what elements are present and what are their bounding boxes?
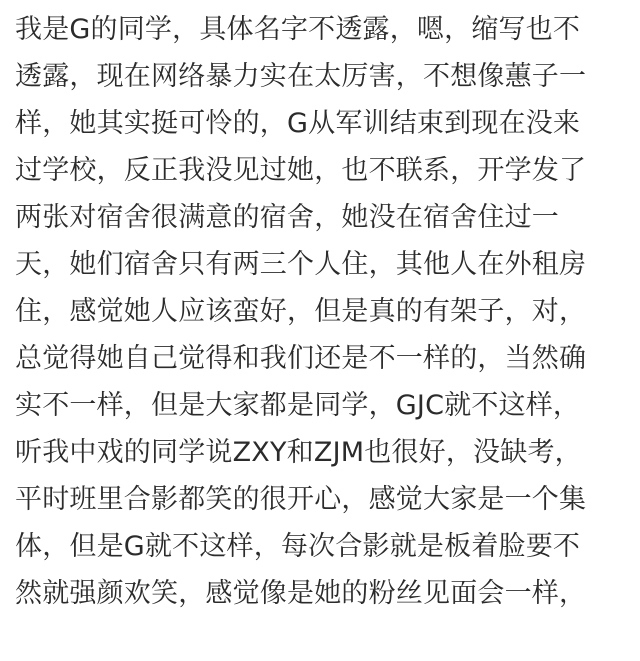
text-line-9: 实不一样，但是大家都是同学，GJC就不这样， (15, 390, 581, 421)
text-line-5: 两张对宿舍很满意的宿舍，她没在宿舍住过一 (15, 202, 559, 233)
text-line-10: 听我中戏的同学说ZXY和ZJM也很好，没缺考， (15, 437, 582, 468)
text-line-4: 过学校，反正我没见过她，也不联系，开学发了 (15, 155, 587, 186)
text-line-12: 体，但是G就不这样，每次合影就是板着脸要不 (15, 531, 581, 562)
text-line-11: 平时班里合影都笑的很开心，感觉大家是一个集 (15, 484, 587, 515)
text-line-8: 总觉得她自己觉得和我们还是不一样的，当然确 (15, 343, 587, 374)
text-line-2: 透露，现在网络暴力实在太厉害，不想像蕙子一 (15, 61, 587, 92)
text-line-1: 我是G的同学，具体名字不透露，嗯，缩写也不 (15, 14, 581, 45)
text-line-13: 然就强颜欢笑，感觉像是她的粉丝见面会一样， (15, 578, 587, 609)
text-line-7: 住，感觉她人应该蛮好，但是真的有架子，对， (15, 296, 587, 327)
text-line-6: 天，她们宿舍只有两三个人住，其他人在外租房 (15, 249, 587, 280)
text-line-3: 样，她其实挺可怜的，G从军训结束到现在没来 (15, 108, 581, 139)
